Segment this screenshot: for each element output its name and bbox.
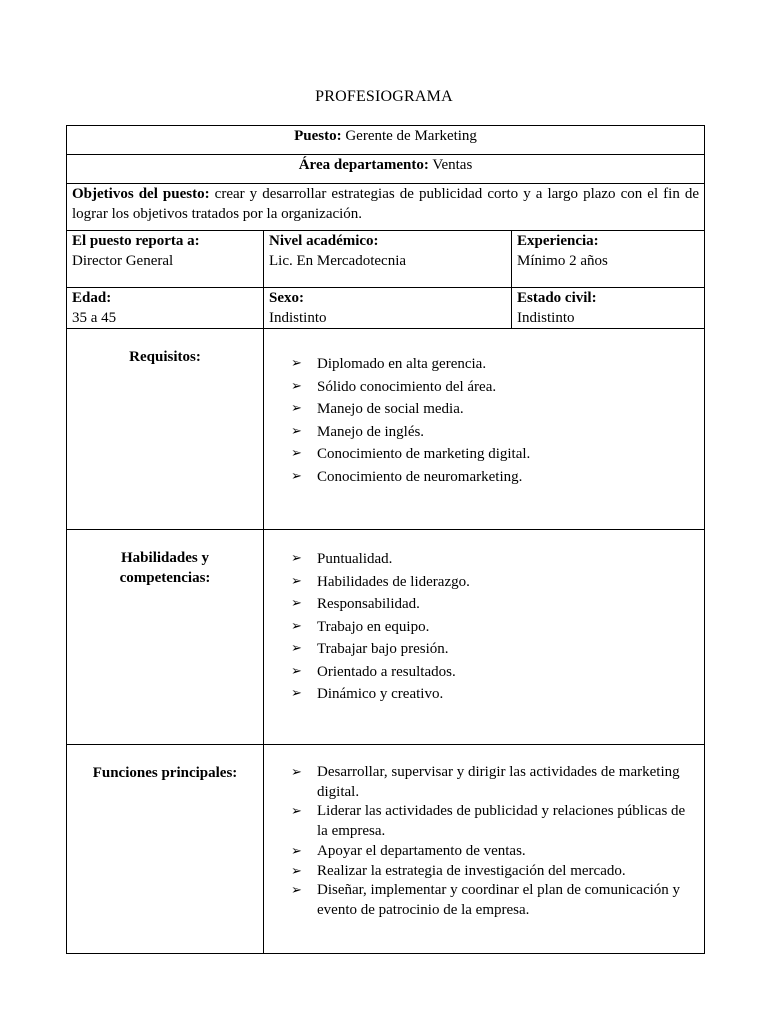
list-item-text: Habilidades de liderazgo. — [317, 573, 470, 590]
list-item — [291, 842, 699, 862]
list-item — [291, 593, 699, 616]
reporta-cell — [67, 231, 264, 288]
arrow-bullet-icon: ➢ — [291, 804, 302, 820]
reporta-label: El puesto reporta a: — [72, 233, 200, 249]
arrow-bullet-icon: ➢ — [291, 883, 302, 899]
nivel-value: Lic. En Mercadotecnia — [269, 253, 407, 269]
list-item — [291, 466, 699, 489]
profesiograma-table — [66, 125, 705, 954]
list-item-text: Trabajar bajo presión. — [317, 641, 449, 657]
list-item-text: Apoyar el departamento de ventas. — [317, 842, 526, 859]
edad-cell — [67, 288, 264, 329]
experiencia-value: Mínimo 2 años — [517, 253, 608, 269]
list-item-text: Manejo de inglés. — [317, 423, 425, 440]
habilidades-title-line1: Habilidades y — [121, 550, 209, 566]
reporta-value: Director General — [72, 253, 174, 269]
list-item-text: Conocimiento de neuromarketing. — [317, 468, 523, 485]
funciones-title-cell — [67, 745, 264, 954]
arrow-bullet-icon: ➢ — [291, 596, 302, 611]
list-item — [291, 398, 699, 421]
list-item-text: Realizar la estrategia de investigación del mercado. — [317, 862, 626, 879]
sexo-cell — [264, 288, 512, 329]
area-label: Área departamento: — [298, 157, 429, 173]
list-item-text: Diseñar, implementar y coordinar el plan de comunicación y evento de patrocinio de la empresa. — [317, 882, 681, 918]
requisitos-list — [269, 353, 699, 488]
arrow-bullet-icon: ➢ — [291, 686, 302, 701]
nivel-label: Nivel académico: — [269, 233, 379, 249]
habilidades-list — [269, 548, 699, 706]
list-item — [291, 683, 699, 706]
arrow-bullet-icon: ➢ — [291, 468, 302, 484]
list-item — [291, 376, 699, 399]
puesto-value: Gerente de Marketing — [345, 128, 477, 144]
list-item-text: Manejo de social media. — [317, 401, 464, 417]
arrow-bullet-icon: ➢ — [291, 573, 302, 589]
list-item-text: Liderar las actividades de publicidad y relaciones públicas de la empresa. — [317, 803, 686, 840]
arrow-bullet-icon: ➢ — [291, 551, 302, 566]
list-item — [291, 763, 699, 802]
list-item — [291, 548, 699, 571]
edad-value: 35 a 45 — [72, 310, 117, 326]
list-item — [291, 802, 699, 841]
experiencia-cell — [512, 231, 705, 288]
list-item — [291, 353, 699, 376]
estado-civil-value: Indistinto — [517, 310, 575, 326]
funciones-title: Funciones principales: — [92, 765, 238, 781]
arrow-bullet-icon: ➢ — [291, 401, 302, 416]
list-item-text: Puntualidad. — [317, 551, 393, 567]
list-item — [291, 881, 699, 920]
list-item-text: Trabajo en equipo. — [317, 618, 430, 635]
estado-civil-cell — [512, 288, 705, 329]
requisitos-list-cell — [264, 329, 705, 530]
funciones-list — [269, 763, 699, 921]
document-title: PROFESIOGRAMA — [315, 88, 453, 105]
list-item-text: Responsabilidad. — [317, 596, 420, 612]
edad-label: Edad: — [72, 290, 112, 306]
arrow-bullet-icon: ➢ — [291, 641, 302, 656]
puesto-row — [67, 126, 705, 155]
list-item — [291, 421, 699, 444]
list-item-text: Dinámico y creativo. — [317, 686, 444, 702]
list-item — [291, 638, 699, 661]
requisitos-title: Requisitos: — [129, 349, 201, 365]
experiencia-label: Experiencia: — [517, 233, 599, 249]
requisitos-title-cell — [67, 329, 264, 530]
sexo-value: Indistinto — [269, 310, 327, 326]
arrow-bullet-icon: ➢ — [291, 423, 302, 439]
nivel-cell — [264, 231, 512, 288]
sexo-label: Sexo: — [269, 290, 304, 306]
list-item — [291, 571, 699, 594]
objetivos-value: crear y desarrollar estrategias de publicidad corto y a largo plazo con el fin de lograr los objetivos tratados por la organización. — [72, 186, 700, 222]
arrow-bullet-icon: ➢ — [291, 863, 302, 879]
objetivos-row — [67, 184, 705, 231]
arrow-bullet-icon: ➢ — [291, 378, 302, 394]
habilidades-list-cell — [264, 530, 705, 745]
arrow-bullet-icon: ➢ — [291, 765, 302, 780]
list-item-text: Diplomado en alta gerencia. — [317, 356, 487, 372]
funciones-list-cell — [264, 745, 705, 954]
habilidades-title-cell — [67, 530, 264, 745]
list-item — [291, 616, 699, 639]
list-item-text: Conocimiento de marketing digital. — [317, 446, 531, 462]
estado-civil-label: Estado civil: — [517, 290, 597, 306]
list-item-text: Orientado a resultados. — [317, 663, 456, 680]
objetivos-label: Objetivos del puesto: — [72, 186, 210, 202]
habilidades-title-line2: competencias: — [119, 570, 211, 586]
arrow-bullet-icon: ➢ — [291, 663, 302, 679]
arrow-bullet-icon: ➢ — [291, 843, 302, 859]
list-item-text: Sólido conocimiento del área. — [317, 378, 497, 395]
puesto-label: Puesto: — [294, 128, 342, 144]
arrow-bullet-icon: ➢ — [291, 356, 302, 371]
list-item — [291, 661, 699, 684]
list-item — [291, 443, 699, 466]
area-row — [67, 155, 705, 184]
arrow-bullet-icon: ➢ — [291, 446, 302, 461]
list-item — [291, 862, 699, 882]
arrow-bullet-icon: ➢ — [291, 618, 302, 634]
area-value: Ventas — [432, 157, 473, 173]
list-item-text: Desarrollar, supervisar y dirigir las actividades de marketing digital. — [317, 764, 680, 800]
